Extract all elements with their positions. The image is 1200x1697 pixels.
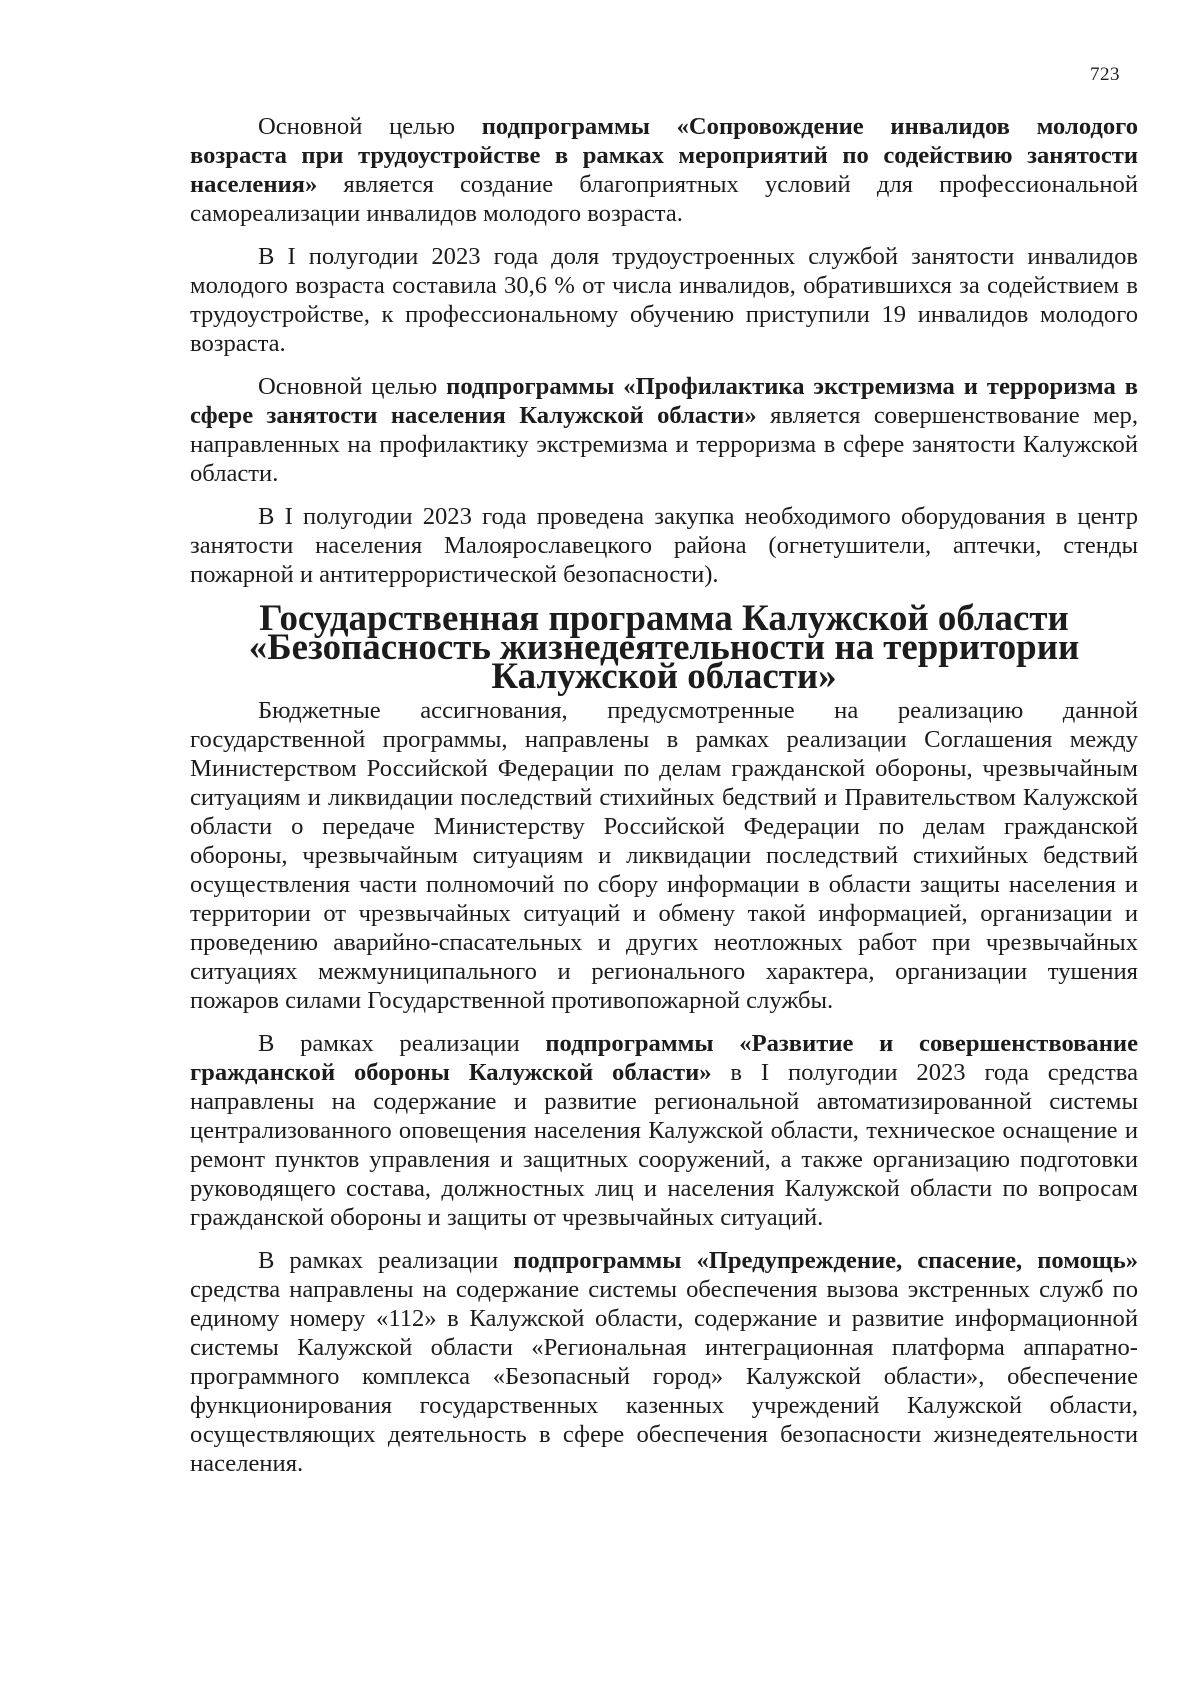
document-body [190,112,1138,1492]
paragraph-extremism-goal [190,372,1138,488]
paragraph-text: в I полугодии 2023 года средства направлены на содержание и развитие региональной автоматизированной системы централизованного оповещения населения Калужской области, техническое оснащение и ремонт пунктов управления и защитных сооружений, а также организацию подготовки руководящего состава, должностных лиц и населения Калужской области по вопросам гражданской обороны и защиты от чрезвычайных ситуаций. [190,1059,1138,1231]
paragraph-young-disabled-results: В I полугодии 2023 года доля трудоустроенных службой занятости инвалидов молодого возраста составила 30,6 % от числа инвалидов, обратившихся за содействием в трудоустройстве, к профессиональному обучению приступили 19 инвалидов молодого возраста. [190,243,1138,357]
section-heading-line-1: Государственная программа Калужской области [259,597,1069,638]
paragraph-warning-rescue-help [190,1246,1138,1478]
paragraph-text: является создание благоприятных условий для профессиональной самореализации инвалидов молодого возраста. [190,171,1138,227]
paragraph-text: В рамках реализации [258,1247,514,1274]
subprogram-title: подпрограммы «Профилактика экстремизма и терроризма в сфере занятости населения Калужской области» [190,373,1138,429]
subprogram-title: подпрограммы «Сопровождение инвалидов молодого возраста при трудоустройстве в рамках мероприятий по содействию занятости населения» [190,113,1138,198]
paragraph-text: Основной целью [258,373,447,400]
subprogram-title: подпрограммы «Предупреждение, спасение, помощь» [513,1247,1138,1274]
section-heading-line-2: «Безопасность жизнедеятельности на территории Калужской области» [248,626,1080,696]
section-heading [190,597,1138,696]
paragraph-text: средства направлены на содержание системы обеспечения вызова экстренных служб по единому номеру «112» в Калужской области, содержание и развитие информационной системы Калужской области «Региональная интеграционная платформа аппаратно-программного комплекса «Безопасный город» Калужской области», обеспечение функционирования государственных казенных учреждений Калужской области, осуществляющих деятельность в сфере обеспечения безопасности жизнедеятельности населения. [190,1276,1138,1477]
paragraph-text: Основной целью [258,113,482,140]
paragraph-civil-defense [190,1029,1138,1232]
paragraph-extremism-results: В I полугодии 2023 года проведена закупка необходимого оборудования в центр занятости населения Малоярославецкого района (огнетушители, аптечки, стенды пожарной и антитеррористической безопасности). [190,503,1138,588]
paragraph-young-disabled-goal [190,112,1138,228]
paragraph-text: является совершенствование мер, направленных на профилактику экстремизма и терроризма в сфере занятости Калужской области. [190,402,1138,487]
paragraph-budget-allocations: Бюджетные ассигнования, предусмотренные на реализацию данной государственной программы, направлены в рамках реализации Соглашения между Министерством Российской Федерации по делам гражданской обороны, чрезвычайным ситуациям и ликвидации последствий стихийных бедствий и Правительством Калужской области о передаче Министерству Российской Федерации по делам гражданской обороны, чрезвычайным ситуациям и ликвидации последствий стихийных бедствий осуществления части полномочий по сбору информации в области защиты населения и территории от чрезвычайных ситуаций и обмену такой информацией, организации и проведению аварийно-спасательных и других неотложных работ при чрезвычайных ситуациях межмуниципального и регионального характера, организации тушения пожаров силами Государственной противопожарной службы. [190,697,1138,1014]
paragraph-text: В рамках реализации [258,1030,546,1057]
page-number: 723 [1090,64,1120,85]
subprogram-title: подпрограммы «Развитие и совершенствование гражданской обороны Калужской области» [190,1030,1138,1086]
